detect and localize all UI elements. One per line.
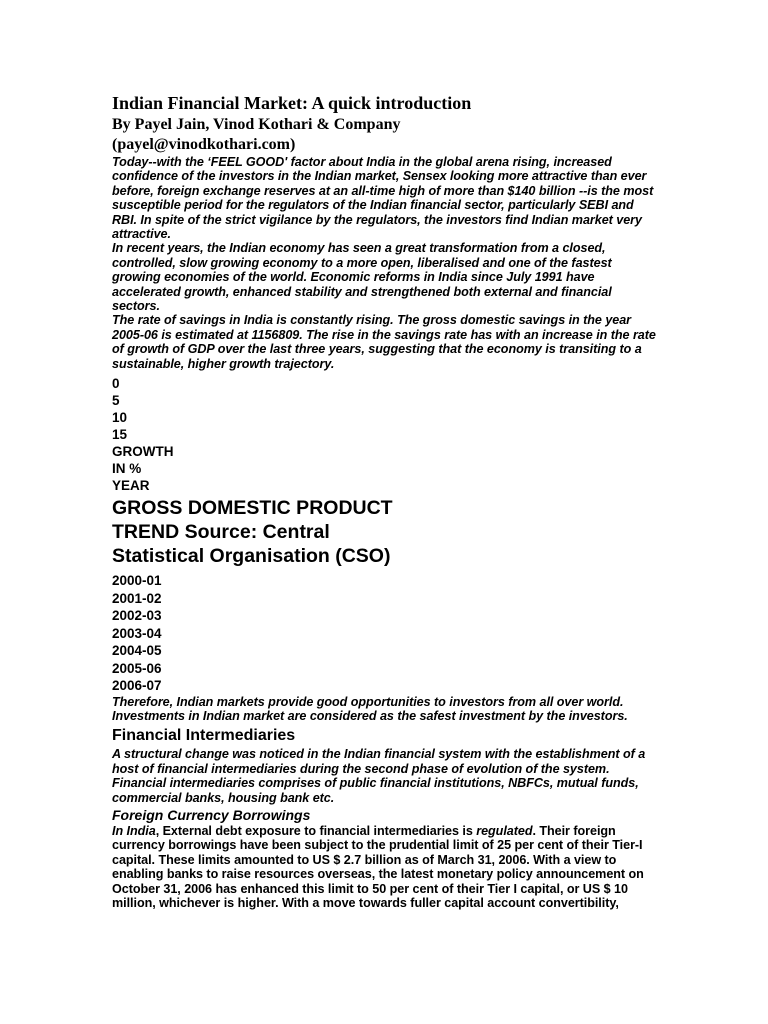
y-axis-ticks (112, 375, 658, 443)
chart-title-line3: Statistical Organisation (CSO) (112, 545, 391, 568)
paragraph-opportunities: Therefore, Indian markets provide good opportunities to investors from all over world. Investments in Indian market are considered as the safest investment by the investors. (112, 694, 628, 723)
section-heading-foreign-currency: Foreign Currency Borrowings (112, 807, 311, 824)
y-tick: 15 (112, 427, 128, 443)
document-title: Indian Financial Market: A quick introduction (112, 93, 472, 113)
author-line: By Payel Jain, Vinod Kothari & Company (112, 116, 401, 133)
y-tick: 0 (112, 376, 120, 392)
author-email: (payel@vinodkothari.com) (112, 136, 296, 153)
section-heading-financial-intermediaries: Financial Intermediaries (112, 727, 296, 745)
chart-title-line2: TREND Source: Central (112, 521, 330, 544)
y-axis-label-line1: GROWTH (112, 444, 174, 460)
x-tick: 2004-05 (112, 643, 162, 659)
x-tick: 2005-06 (112, 660, 162, 676)
x-tick: 2002-03 (112, 608, 162, 624)
x-tick: 2000-01 (112, 573, 162, 589)
paragraph-economy: In recent years, the Indian economy has seen a great transformation from a closed, controlled, slow growing economy to a more open, liberalised and one of the fastest growing economies of the world. Economic reforms in India since July 1991 have accelerated growth, enhanced stability and strengthened both external and financial sectors. (112, 241, 612, 314)
borrowings-lead-text: In India (112, 824, 156, 839)
chart-title-line1: GROSS DOMESTIC PRODUCT (112, 497, 393, 520)
x-axis-categories (112, 572, 658, 695)
y-axis-label-line2: IN % (112, 461, 142, 477)
x-axis-label: YEAR (112, 478, 150, 494)
x-tick: 2006-07 (112, 678, 162, 694)
paragraph-intro: Today--with the ‘FEEL GOOD' factor about India in the global arena rising, increased confidence of the investors in the Indian market, Sensex looking more attractive than ever before, foreign exchange reserves at an all-time high of more than $140 billion --is the most susceptible period for the regulators of the Indian financial sector, particularly SEBI and RBI. In spite of the strict vigilance by the regulators, the investors find Indian market very attractive. (112, 155, 654, 242)
borrowings-text-2: . Their foreign currency borrowings have been subject to the prudential limit of 25 per cent of their Tier-I capital. These limits amounted to US $ 2.7 billion as of March 31, 2006. With a view to enabling banks to raise resources overseas, the latest monetary policy announcement on October 31, 2006 has enhanced this limit to 50 per cent of their Tier I capital, or US $ 10 million, whichever is higher. With a move towards fuller capital account convertibility, (112, 824, 644, 911)
x-tick: 2001-02 (112, 590, 162, 606)
paragraph-savings: The rate of savings in India is constantly rising. The gross domestic savings in the year 2005-06 is estimated at 1156809. The rise in the savings rate has with an increase in the rate of growth of GDP over the last three years, suggesting that the economy is transiting to a sustainable, higher growth trajectory. (112, 313, 656, 371)
borrowings-text-1: , External debt exposure to financial intermediaries is (155, 824, 477, 839)
chart-title (112, 496, 658, 568)
borrowings-emphasis: regulated (476, 824, 533, 839)
x-tick: 2003-04 (112, 625, 162, 641)
chart-remnant (112, 375, 658, 695)
paragraph-intermediaries: A structural change was noticed in the Indian financial system with the establishment of a host of financial intermediaries during the second phase of evolution of the system. Financial intermediaries comprises of public financial institutions, NBFCs, mutual funds, commercial banks, housing bank etc. (112, 747, 646, 805)
paragraph-borrowings (112, 824, 658, 910)
y-tick: 10 (112, 410, 128, 426)
y-tick: 5 (112, 393, 120, 409)
